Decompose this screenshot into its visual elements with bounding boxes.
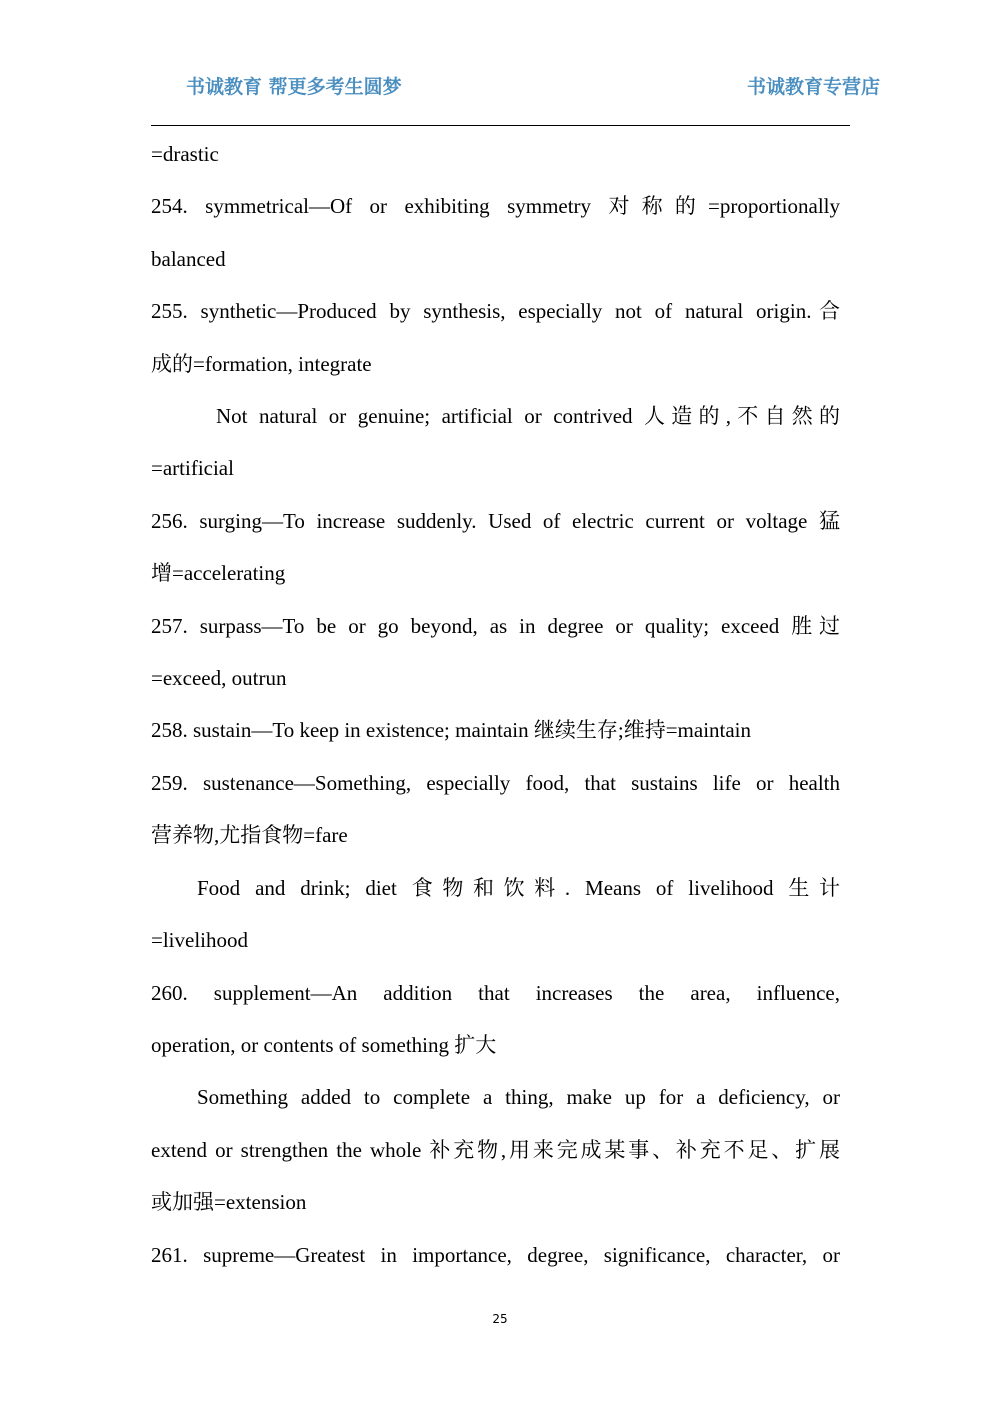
text-line: 营养物,尤指食物=fare: [151, 823, 348, 848]
text-line: operation, or contents of something 扩大: [151, 1032, 497, 1057]
document-body: [151, 128, 840, 1281]
header-slogan: 书诚教育 帮更多考生圆梦: [186, 76, 402, 98]
text-line: extend or strengthen the whole 补充物,用来完成某事、补充不足、扩展: [151, 1137, 840, 1162]
entry-254: 254. symmetrical—Of or exhibiting symmetry 对称的=proportionally: [151, 194, 840, 219]
entry-259: 259. sustenance—Something, especially food, that sustains life or health: [151, 770, 840, 795]
page-number: 25: [492, 1312, 508, 1326]
entry-256: 256. surging—To increase suddenly. Used of electric current or voltage 猛: [151, 508, 840, 533]
header-rule: [151, 125, 850, 126]
entry-260: 260. supplement—An addition that increases the area, influence,: [151, 980, 840, 1005]
text-line: Something added to complete a thing, make up for a deficiency, or: [197, 1085, 840, 1110]
text-line: =artificial: [151, 456, 234, 481]
header-store-name: 书诚教育专营店: [746, 76, 880, 98]
entry-258: 258. sustain—To keep in existence; maintain 继续生存;维持=maintain: [151, 718, 752, 743]
entry-255: 255. synthetic—Produced by synthesis, especially not of natural origin.合: [151, 299, 840, 324]
text-line: =drastic: [151, 142, 219, 166]
text-line: 成的=formation, integrate: [151, 351, 372, 376]
text-line: =livelihood: [151, 928, 249, 953]
text-line: 增=accelerating: [151, 561, 286, 586]
text-line: balanced: [151, 246, 226, 271]
entry-257: 257. surpass—To be or go beyond, as in degree or quality; exceed 胜过: [151, 613, 840, 638]
entry-261: 261. supreme—Greatest in importance, degree, significance, character, or: [151, 1242, 840, 1267]
text-line: 或加强=extension: [151, 1190, 307, 1215]
text-line: Not natural or genuine; artificial or contrived 人造的,不自然的: [216, 404, 840, 429]
text-line: =exceed, outrun: [151, 666, 287, 691]
text-line: Food and drink; diet 食物和饮料. Means of livelihood 生计: [197, 875, 840, 900]
